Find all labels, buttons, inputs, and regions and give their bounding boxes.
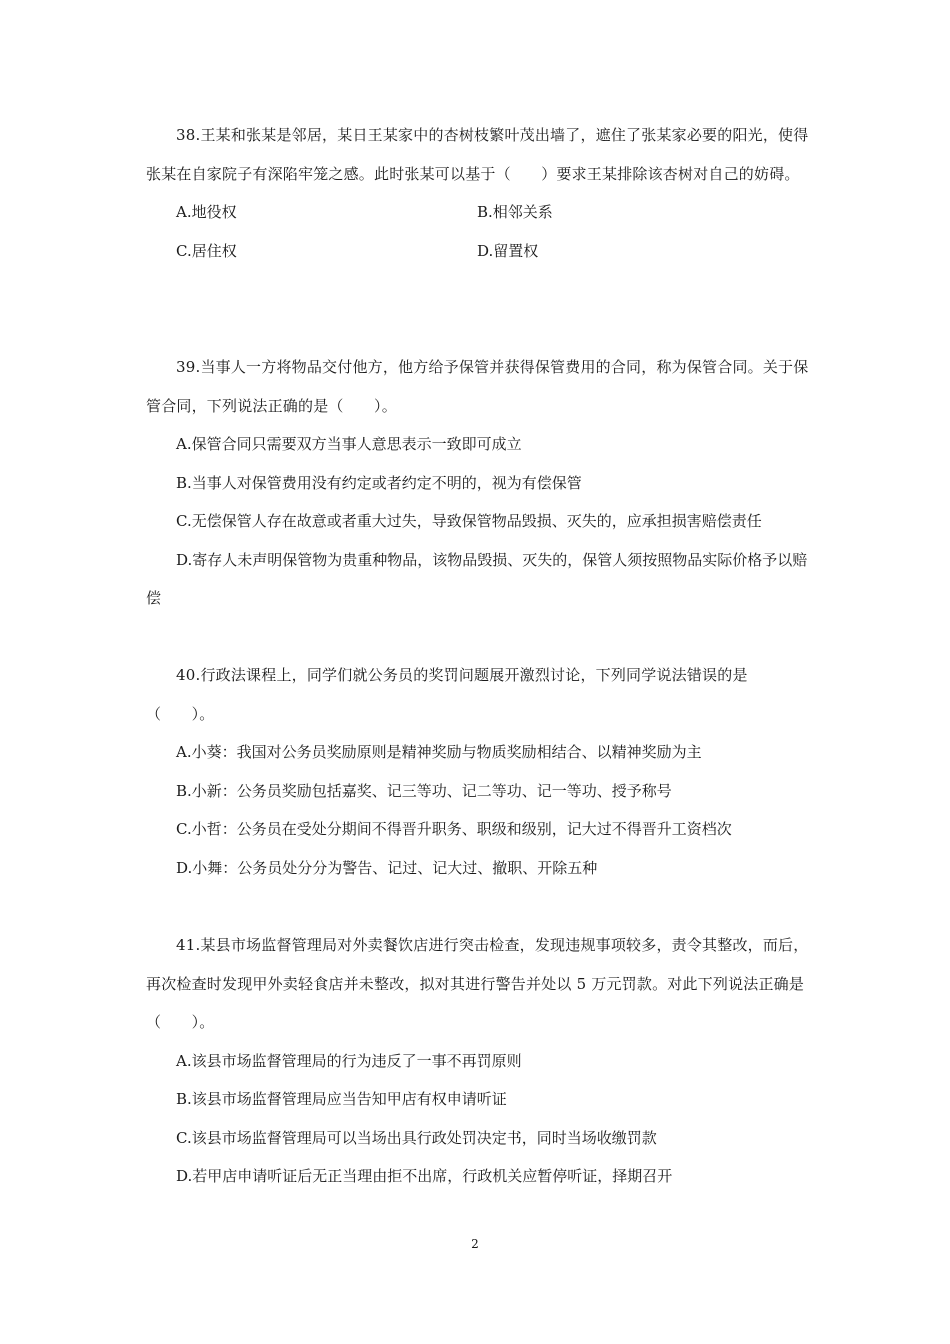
options bbox=[146, 1042, 810, 1196]
option-c: C.居住权 bbox=[176, 241, 237, 260]
option-d: D.若甲店申请听证后无正当理由拒不出席，行政机关应暂停听证，择期召开 bbox=[176, 1167, 673, 1185]
option-b: B.相邻关系 bbox=[477, 203, 553, 221]
question-40 bbox=[146, 656, 810, 887]
question-stem: 40.行政法课程上，同学们就公务员的奖罚问题展开激烈讨论，下列同学说法错误的是（ ）。 bbox=[146, 666, 748, 723]
option-b: B.当事人对保管费用没有约定或者约定不明的，视为有偿保管 bbox=[176, 473, 582, 492]
option-b: B.小新：公务员奖励包括嘉奖、记三等功、记二等功、记一等功、授予称号 bbox=[176, 781, 672, 800]
option-a: A.保管合同只需要双方当事人意思表示一致即可成立 bbox=[176, 435, 522, 453]
question-stem: 39.当事人一方将物品交付他方，他方给予保管并获得保管费用的合同，称为保管合同。关于保管合同，下列说法正确的是（ ）。 bbox=[146, 358, 809, 415]
option-d: D.寄存人未声明保管物为贵重种物品，该物品毁损、灭失的，保管人须按照物品实际价格予以赔偿 bbox=[146, 550, 808, 607]
option-b: B.该县市场监督管理局应当告知甲店有权申请听证 bbox=[176, 1090, 507, 1108]
option-d: D.留置权 bbox=[477, 241, 539, 260]
option-c: C.小哲：公务员在受处分期间不得晋升职务、职级和级别，记大过不得晋升工资档次 bbox=[176, 820, 732, 838]
options bbox=[146, 193, 810, 270]
option-c: C.该县市场监督管理局可以当场出具行政处罚决定书，同时当场收缴罚款 bbox=[176, 1128, 657, 1147]
question-stem: 41.某县市场监督管理局对外卖餐饮店进行突击检查，发现违规事项较多，责令其整改，而后，再次检查时发现甲外卖轻食店并未整改，拟对其进行警告并处以 5 万元罚款。对此下列说法正确是（ ）。 bbox=[146, 936, 809, 1031]
question-stem: 38.王某和张某是邻居，某日王某家中的杏树枝繁叶茂出墙了，遮住了张某家必要的阳光，使得张某在自家院子有深陷牢笼之感。此时张某可以基于（ ）要求王某排除该杏树对自己的妨碍。 bbox=[146, 126, 809, 183]
question-39 bbox=[146, 348, 810, 618]
option-c: C.无偿保管人存在故意或者重大过失，导致保管物品毁损、灭失的，应承担损害赔偿责任 bbox=[176, 512, 762, 530]
question-41 bbox=[146, 926, 810, 1196]
options bbox=[146, 733, 810, 887]
page-number: 2 bbox=[471, 1237, 479, 1251]
option-a: A.小葵：我国对公务员奖励原则是精神奖励与物质奖励相结合、以精神奖励为主 bbox=[176, 743, 702, 761]
question-38 bbox=[146, 116, 810, 270]
option-a: A.该县市场监督管理局的行为违反了一事不再罚原则 bbox=[176, 1051, 522, 1070]
option-a: A.地役权 bbox=[176, 203, 237, 221]
option-d: D.小舞：公务员处分分为警告、记过、记大过、撤职、开除五种 bbox=[176, 858, 598, 877]
options bbox=[146, 425, 810, 618]
